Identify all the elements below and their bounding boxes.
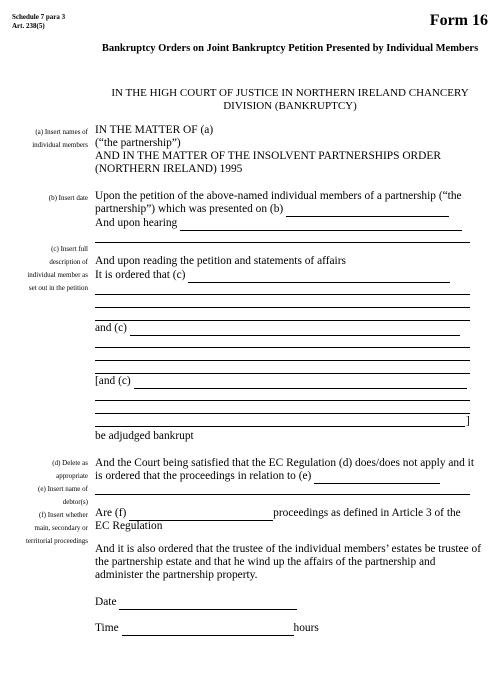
hearing-blank-line[interactable] bbox=[95, 242, 470, 243]
note-line: (c) Insert full bbox=[51, 245, 88, 253]
margin-note-c bbox=[27, 243, 88, 295]
hearing-line bbox=[95, 217, 462, 231]
margin-note-a bbox=[32, 126, 88, 152]
and-c-bracket-blank-line[interactable] bbox=[95, 400, 470, 401]
form-title: Bankruptcy Orders on Joint Bankruptcy Petition Presented by Individual Members bbox=[101, 43, 479, 54]
trustee-line-2: the partnership estate and that he wind up the affairs of the partnership and bbox=[95, 556, 436, 568]
note-line: appropriate bbox=[56, 472, 88, 480]
article-line: Art. 238(5) bbox=[12, 22, 45, 30]
trustee-line-3: administer the partnership property. bbox=[95, 569, 258, 581]
are-f-line bbox=[95, 507, 461, 521]
closing-bracket: ] bbox=[466, 415, 470, 427]
matter-line-2: (“the partnership”) bbox=[95, 137, 181, 149]
ordered-blank-line[interactable] bbox=[95, 320, 470, 321]
note-line: (e) Insert name of bbox=[38, 485, 88, 493]
debtor-blank-line[interactable] bbox=[95, 494, 470, 495]
and-c-blank-line[interactable] bbox=[95, 347, 470, 348]
matter-line-1: IN THE MATTER OF (a) bbox=[95, 124, 214, 136]
matter-line-4: (NORTHERN IRELAND) 1995 bbox=[95, 163, 243, 175]
date-blank[interactable] bbox=[119, 596, 297, 610]
and-c-bracket-blank-line[interactable] bbox=[95, 413, 470, 414]
ordered-label: It is ordered that (c) bbox=[95, 269, 186, 281]
and-c-label: and (c) bbox=[95, 322, 127, 334]
reading-line: And upon reading the petition and statements of affairs bbox=[95, 255, 346, 267]
margin-note-b: (b) Insert date bbox=[48, 194, 88, 202]
note-line: main, secondary or bbox=[34, 524, 88, 532]
petition-line-2 bbox=[95, 203, 449, 217]
schedule-line: Schedule 7 para 3 bbox=[12, 13, 66, 21]
ec-line-1: And the Court being satisfied that the EC Regulation (d) does/does not apply and it bbox=[95, 457, 474, 469]
trustee-line-1: And it is also ordered that the trustee of the individual members’ estates be trustee of bbox=[95, 543, 482, 555]
note-line: territorial proceedings bbox=[25, 537, 88, 545]
court-heading: IN THE HIGH COURT OF JUSTICE IN NORTHERN IRELAND CHANCERY DIVISION (BANKRUPTCY) bbox=[111, 87, 469, 112]
note-line: (a) Insert names of bbox=[35, 128, 88, 136]
ordered-blank-line[interactable] bbox=[95, 294, 470, 295]
date-line bbox=[95, 596, 297, 610]
adjudged-line: be adjudged bankrupt bbox=[95, 430, 194, 442]
debtor-blank[interactable] bbox=[314, 470, 440, 484]
ordered-blank-line[interactable] bbox=[95, 307, 470, 308]
note-line: set out in the petition bbox=[28, 284, 88, 292]
proceedings-text: proceedings as defined in Article 3 of the bbox=[273, 507, 461, 519]
proceedings-type-blank[interactable] bbox=[129, 507, 273, 521]
note-line: individual member as bbox=[27, 271, 88, 279]
margin-note-d bbox=[52, 457, 88, 483]
date-label: Date bbox=[95, 596, 117, 608]
hearing-blank[interactable] bbox=[180, 217, 462, 231]
and-c-bracket-label: [and (c) bbox=[95, 375, 131, 387]
ec-line-2 bbox=[95, 470, 440, 484]
and-c-bracket-blank-line[interactable] bbox=[95, 426, 465, 427]
petition-line-2-text: partnership”) which was presented on (b) bbox=[95, 203, 284, 215]
matter-line-3: AND IN THE MATTER OF THE INSOLVENT PARTNERSHIPS ORDER bbox=[95, 150, 441, 162]
schedule-reference bbox=[12, 13, 65, 31]
note-line: (d) Delete as bbox=[52, 459, 88, 467]
petition-line-1: Upon the petition of the above-named individual members of a partnership (“the bbox=[95, 190, 462, 202]
ordered-blank[interactable] bbox=[188, 269, 450, 283]
margin-note-f bbox=[26, 509, 88, 548]
note-line: debtor(s) bbox=[62, 498, 88, 506]
ec-regulation-line: EC Regulation bbox=[95, 520, 163, 532]
ordered-line bbox=[95, 269, 450, 283]
time-label: Time bbox=[95, 622, 119, 634]
hearing-label: And upon hearing bbox=[95, 217, 178, 229]
time-blank[interactable] bbox=[122, 622, 294, 636]
and-c-bracket-blank[interactable] bbox=[134, 375, 467, 389]
note-line: individual members bbox=[32, 141, 88, 149]
and-c-blank-line[interactable] bbox=[95, 373, 470, 374]
and-c-line bbox=[95, 322, 460, 336]
petition-date-blank[interactable] bbox=[286, 203, 449, 217]
note-line: (f) Insert whether bbox=[39, 511, 88, 519]
margin-note-e bbox=[38, 483, 88, 509]
form-number: Form 16 bbox=[429, 12, 488, 29]
time-line bbox=[95, 622, 319, 636]
hours-label: hours bbox=[293, 622, 319, 634]
note-line: description of bbox=[49, 258, 88, 266]
and-c-blank[interactable] bbox=[130, 322, 460, 336]
are-f-label: Are (f) bbox=[95, 507, 127, 519]
and-c-blank-line[interactable] bbox=[95, 360, 470, 361]
and-c-bracket-line bbox=[95, 375, 467, 389]
ec-line-2-text: is ordered that the proceedings in relation to (e) bbox=[95, 470, 312, 482]
